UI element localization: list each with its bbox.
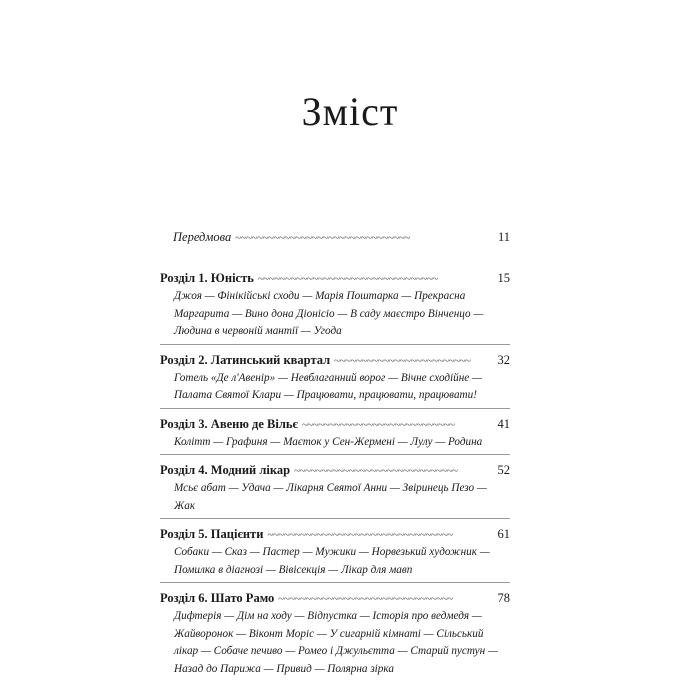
page-number: 52 <box>497 463 510 477</box>
subsection-line: Помилка в діагнозі — Вівісекція — Лікар для мавп <box>174 563 413 576</box>
table-of-contents <box>160 227 510 686</box>
chapter-heading-row[interactable] <box>160 414 510 434</box>
subsection-line: Людина в червоній мантії — Угода <box>174 325 342 337</box>
subsection-line: Дифтерія — Дім на ходу — Відпустка — Історія про ведмедя — <box>174 610 482 622</box>
chapter-title: Розділ 4. Модний лікар <box>160 463 291 477</box>
subsection-line: Маргарита — Вино дона Діонісіо — В саду маєстро Вінченцо — <box>174 307 484 320</box>
page-number: 15 <box>497 271 510 285</box>
dot-leader: ~~~~~~~~~~~~~~~~~~~~~~~~~ <box>334 354 471 367</box>
toc-chapter-5 <box>160 524 510 583</box>
subsection-line: Жак <box>174 499 196 512</box>
subsection-line: Джоя — Фінікійські сходи — Марія Поштарка — Прекрасна <box>174 290 466 302</box>
subsection-line: Готель «Де л'Авенір» — Невблаганний ворог — Вічне сходійне — <box>174 371 483 384</box>
chapter-heading-row[interactable] <box>160 460 510 480</box>
subsection-line: Жайворонок — Віконт Моріс — У сигарній кімнаті — Сільський <box>174 627 484 640</box>
dot-leader: ~~~~~~~~~~~~~~~~~~~~~~~~~~~~~~~~~ <box>257 273 438 285</box>
chapter-heading-row[interactable] <box>160 588 510 608</box>
dot-leader: ~~~~~~~~~~~~~~~~~~~~~~~~~~~~ <box>301 418 455 431</box>
chapter-subsections <box>160 370 510 405</box>
subsection-line: Мсьє абат — Удача — Лікарня Святої Анни — Звіринець Пезо — <box>174 482 487 494</box>
page-title: Зміст <box>301 89 399 134</box>
dot-leader: ~~~~~~~~~~~~~~~~~~~~~~~~~~~~~~~~~~ <box>267 529 453 541</box>
page-number: 32 <box>497 352 510 367</box>
chapter-subsections <box>160 288 510 341</box>
chapter-title: Розділ 6. Шато Рамо <box>160 591 275 605</box>
toc-entry-preface[interactable] <box>173 227 510 247</box>
chapter-list <box>160 268 510 681</box>
chapter-heading-row[interactable] <box>160 524 510 544</box>
dot-leader: ~~~~~~~~~~~~~~~~~~~~~~~~~~~~~~~~ <box>278 593 453 605</box>
toc-chapter-6 <box>160 588 510 681</box>
subsection-line: Назад до Парижа — Привид — Полярна зірка <box>174 662 394 675</box>
dot-leader: ~~~~~~~~~~~~~~~~~~~~~~~~~~~~~~ <box>294 465 458 477</box>
toc-chapter-1 <box>160 268 510 345</box>
subsection-line: Палата Святої Клари — Працювати, працювати, працювати! <box>174 389 477 401</box>
page-number: 61 <box>497 527 510 541</box>
chapter-title: Розділ 3. Авеню де Вільє <box>160 416 298 431</box>
dot-leader: ~~~~~~~~~~~~~~~~~~~~~~~~~~~~~~~~ <box>235 232 410 244</box>
chapter-title: Розділ 1. Юність <box>160 271 254 285</box>
chapter-subsections <box>160 544 510 579</box>
subsection-line: лікар — Собаче печиво — Ромео і Джульєтта — Старий пустун — <box>174 645 498 657</box>
toc-chapter-4 <box>160 460 510 519</box>
chapter-heading-row[interactable] <box>160 350 510 370</box>
preface-label: Передмова <box>173 230 232 244</box>
page-number: 11 <box>497 230 510 244</box>
chapter-heading-row[interactable] <box>160 268 510 288</box>
chapter-subsections <box>160 434 510 452</box>
chapter-title: Розділ 2. Латинський квартал <box>160 352 331 367</box>
chapter-subsections <box>160 608 510 678</box>
page-number: 41 <box>497 416 510 431</box>
page-number: 78 <box>497 591 510 605</box>
toc-chapter-2 <box>160 350 510 409</box>
toc-chapter-3 <box>160 414 510 456</box>
chapter-title: Розділ 5. Пацієнти <box>160 527 264 541</box>
subsection-line: Колітт — Графиня — Маєток у Сен-Жермені — Лулу — Родина <box>174 435 483 448</box>
chapter-subsections <box>160 480 510 515</box>
subsection-line: Собаки — Сказ — Пастер — Мужики — Норвезький художник — <box>174 546 490 558</box>
